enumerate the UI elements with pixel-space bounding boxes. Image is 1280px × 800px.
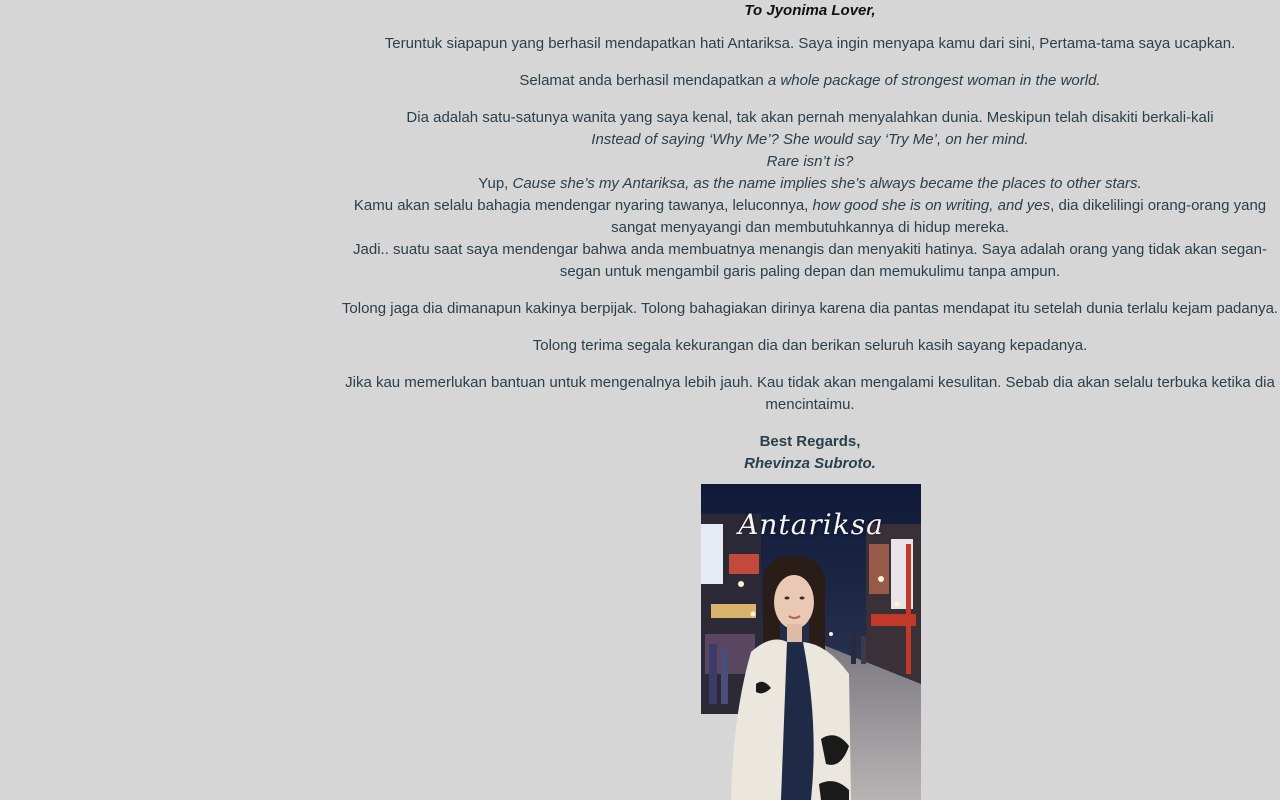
line5-italic: how good she is on writing, and yes [812, 197, 1051, 214]
paragraph-help: Jika kau memerlukan bantuan untuk mengenalnya lebih jauh. Kau tidak akan mengalami kesulitan. Sebab dia akan selalu terbuka ketika dia mencintaimu. [345, 374, 1275, 413]
paragraph-description-line2: Instead of saying ‘Why Me’? She would say ‘Try Me’, on her mind. [591, 131, 1029, 148]
paragraph-description-line3: Rare isn’t is? [766, 153, 854, 170]
paragraph-description-line4 [340, 173, 1280, 195]
paragraph-congratulations [340, 70, 1280, 92]
antariksa-photo [701, 484, 921, 800]
letter-body [340, 0, 1280, 475]
line4-text: Yup, [478, 175, 513, 192]
signature-text: Rhevinza Subroto. [744, 455, 876, 472]
paragraph-intro: Teruntuk siapapun yang berhasil mendapatkan hati Antariksa. Saya ingin menyapa kamu dari sini, Pertama-tama saya ucapkan. [384, 35, 1236, 52]
line5-text: Kamu akan selalu bahagia mendengar nyaring tawanya, leluconnya, [353, 197, 813, 214]
paragraph-request-care: Tolong jaga dia dimanapun kakinya berpijak. Tolong bahagiakan dirinya karena dia pantas mendapat itu setelah dunia terlalu kejam padanya. [341, 300, 1279, 317]
line5-text2: , dia dikelilingi orang-orang yang sangat menyayangi dan membutuhkannya di hidup mereka. [611, 197, 1267, 236]
line4-italic: Cause she’s my Antariksa, as the name implies she’s always became the places to other stars. [512, 175, 1142, 192]
congratulations-text: Selamat anda berhasil mendapatkan [519, 72, 768, 89]
paragraph-description-line5 [340, 195, 1280, 239]
paragraph-request-accept: Tolong terima segala kekurangan dia dan berikan seluruh kasih sayang kepadanya. [532, 337, 1088, 354]
paragraph-description-line1: Dia adalah satu-satunya wanita yang saya kenal, tak akan pernah menyalahkan dunia. Meskipun telah disakiti berkali-kali [406, 109, 1214, 126]
closing-text: Best Regards, [759, 433, 861, 450]
letter-heading: To Jyonima Lover, [744, 2, 876, 19]
photo-wordmark: Antariksa [738, 508, 884, 541]
congratulations-italic: a whole package of strongest woman in the world. [767, 72, 1101, 89]
woman-face [774, 575, 814, 629]
paragraph-warning: Jadi.. suatu saat saya mendengar bahwa anda membuatnya menangis dan menyakiti hatinya. Saya adalah orang yang tidak akan segan-segan untuk mengambil garis paling depan dan memukulimu tanpa ampun. [353, 241, 1267, 280]
